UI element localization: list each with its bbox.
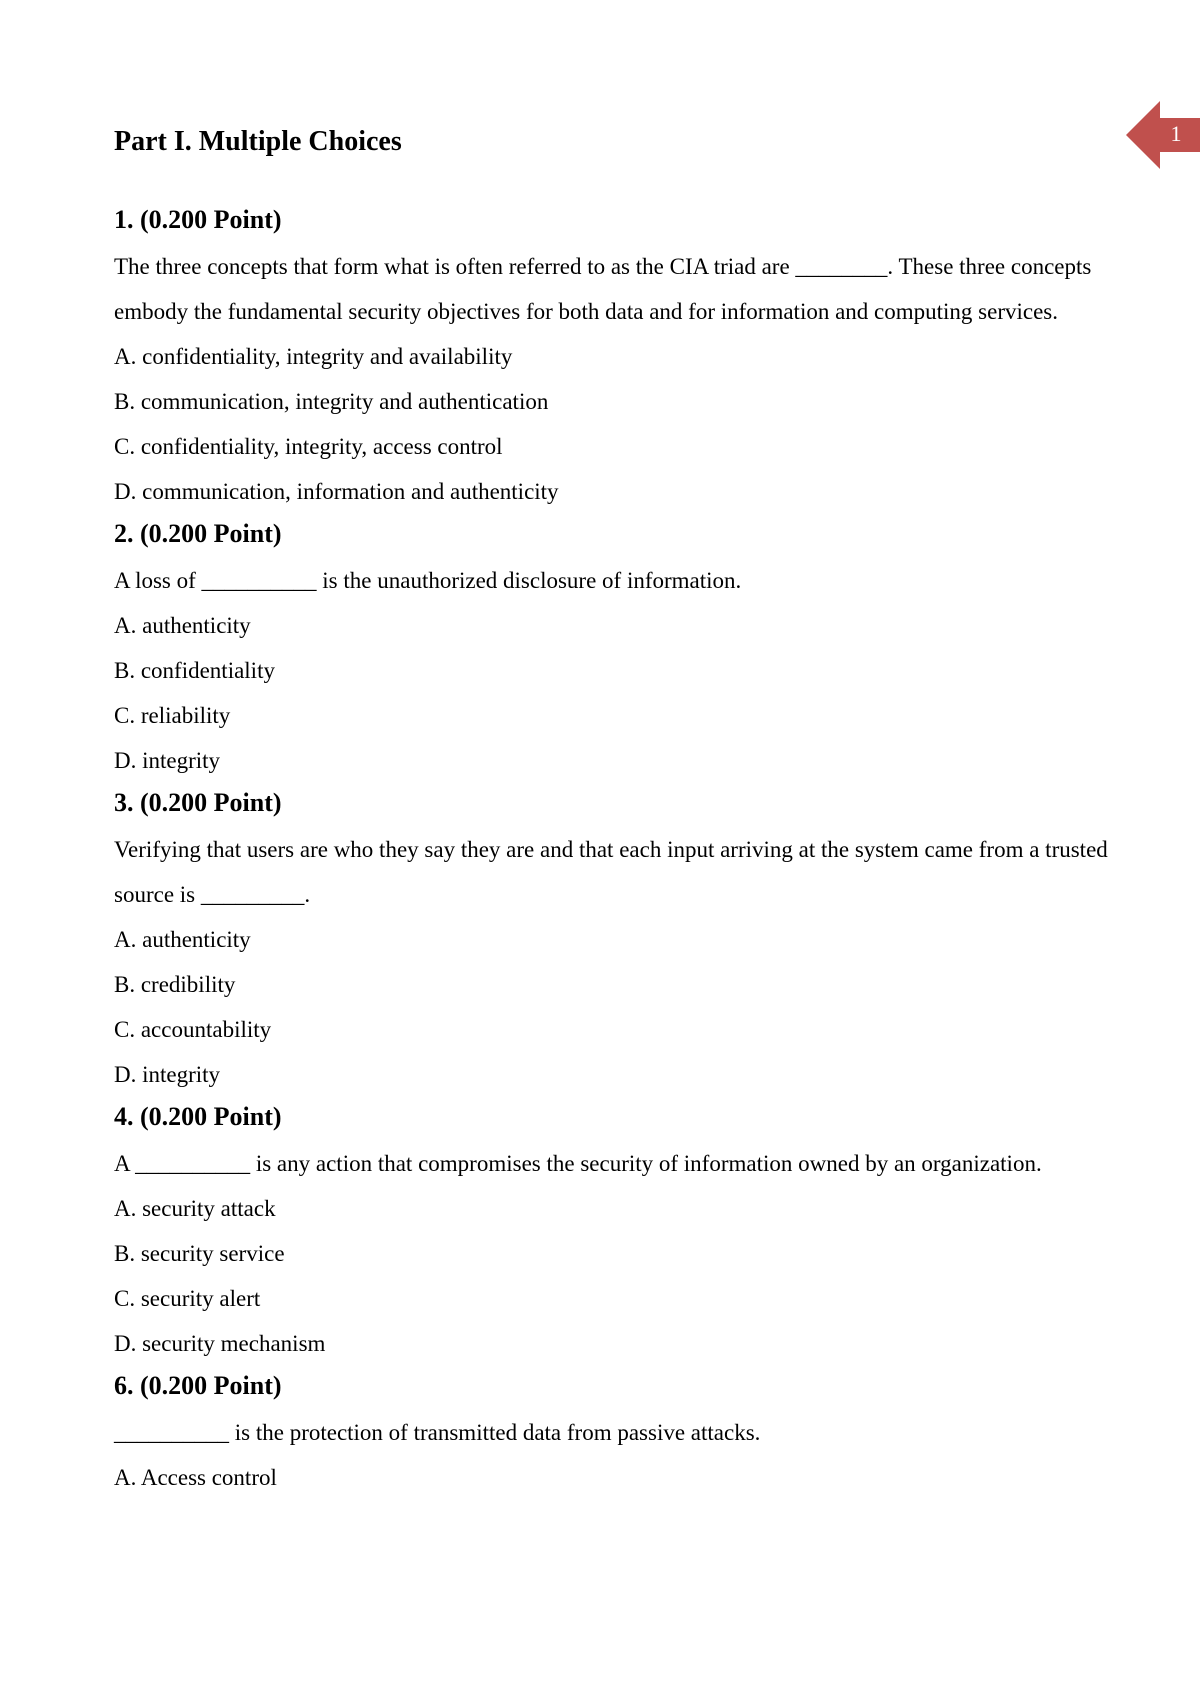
answer-option: D. communication, information and authenticity	[114, 479, 559, 504]
question-header: 2. (0.200 Point)	[114, 519, 282, 548]
answer-option: A. authenticity	[114, 613, 251, 638]
answer-option: C. reliability	[114, 703, 231, 728]
answer-option: B. confidentiality	[114, 658, 275, 683]
question-4	[114, 1097, 1144, 1366]
question-header: 3. (0.200 Point)	[114, 788, 282, 817]
answer-option: C. accountability	[114, 1017, 272, 1042]
answer-option: B. credibility	[114, 972, 236, 997]
part-title: Part I. Multiple Choices	[114, 126, 402, 157]
question-stem: __________ is the protection of transmitted data from passive attacks.	[114, 1420, 761, 1445]
question-stem: A loss of __________ is the unauthorized disclosure of information.	[114, 568, 742, 593]
question-header: 4. (0.200 Point)	[114, 1102, 282, 1131]
answer-option: C. security alert	[114, 1286, 261, 1311]
answer-option: D. security mechanism	[114, 1331, 326, 1356]
question-2	[114, 514, 1144, 783]
answer-option: C. confidentiality, integrity, access control	[114, 434, 503, 459]
question-stem: A __________ is any action that compromises the security of information owned by an organization.	[114, 1151, 1042, 1176]
answer-option: D. integrity	[114, 1062, 221, 1087]
answer-option: A. Access control	[114, 1465, 277, 1490]
question-3	[114, 783, 1144, 1097]
document-body	[114, 122, 1144, 1500]
question-stem: Verifying that users are who they say they are and that each input arriving at the system came from a trusted source is _________.	[114, 837, 1108, 907]
answer-option: A. security attack	[114, 1196, 276, 1221]
question-stem: The three concepts that form what is often referred to as the CIA triad are ________. These three concepts embody the fundamental security objectives for both data and for information and computing services.	[114, 254, 1092, 324]
question-6	[114, 1366, 1144, 1500]
answer-option: B. communication, integrity and authentication	[114, 389, 549, 414]
question-1	[114, 200, 1144, 514]
question-header: 1. (0.200 Point)	[114, 205, 282, 234]
answer-option: B. security service	[114, 1241, 285, 1266]
answer-option: A. confidentiality, integrity and availability	[114, 344, 513, 369]
answer-option: A. authenticity	[114, 927, 251, 952]
answer-option: D. integrity	[114, 748, 221, 773]
question-header: 6. (0.200 Point)	[114, 1371, 282, 1400]
page-number: 1	[1170, 121, 1182, 146]
